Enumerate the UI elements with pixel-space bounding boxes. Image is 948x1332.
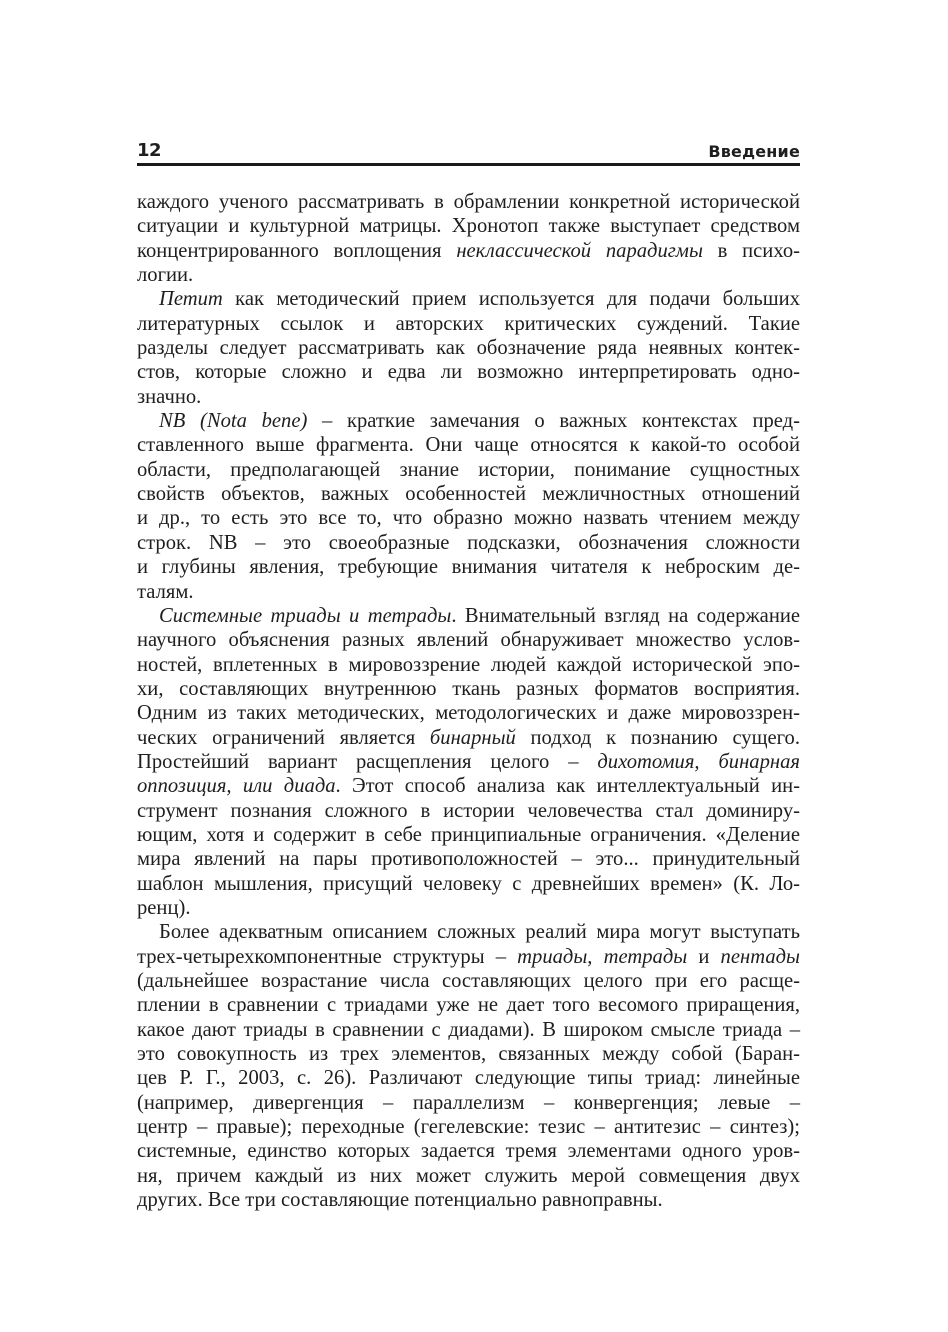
- text-segment: струмент познания сложного в истории человечества стал доминиру-: [137, 799, 800, 822]
- text-segment: ,: [587, 945, 604, 968]
- text-segment: . Этот способ анализа как интеллектуальный ин-: [335, 775, 800, 798]
- text-line: [137, 677, 800, 701]
- text-line: [137, 1115, 800, 1139]
- text-segment: ренц).: [137, 896, 191, 919]
- text-segment: и: [687, 945, 721, 968]
- text-segment: ностей, вплетенных в мировоззрение людей каждой исторической эпо-: [137, 653, 800, 676]
- italic-term: Петит: [159, 288, 223, 311]
- text-line: [137, 214, 800, 238]
- text-line: [137, 1042, 800, 1066]
- text-line: [137, 1139, 800, 1163]
- text-line: [137, 360, 800, 384]
- text-segment: области, предполагающей знание истории, понимание сущностных: [137, 458, 800, 481]
- text-segment: Одним из таких методических, методологических и даже мировоззрен-: [137, 702, 800, 725]
- text-segment: талям.: [137, 580, 194, 603]
- text-segment: литературных ссылок и авторских критических суждений. Такие: [137, 312, 800, 335]
- text-line: [137, 945, 800, 969]
- text-segment: хи, составляющих внутреннюю ткань разных форматов восприятия.: [137, 677, 800, 700]
- text-line: [137, 628, 800, 652]
- text-line: [137, 896, 800, 920]
- text-segment: других. Все три составляющие потенциально равноправны.: [137, 1189, 663, 1212]
- text-line: [137, 287, 800, 311]
- text-segment: разделы следует рассматривать как обозначение ряда неявных контек-: [137, 337, 800, 360]
- text-line: [137, 1091, 800, 1115]
- text-line: [137, 409, 800, 433]
- text-line: [137, 531, 800, 555]
- italic-term: дихотомия, бинарная: [597, 750, 800, 773]
- body-text: [137, 190, 800, 1212]
- italic-term: пентады: [720, 945, 800, 968]
- italic-term: NB (Nota bene): [159, 410, 308, 433]
- text-line: [137, 872, 800, 896]
- text-segment: строк. NB – это своеобразные подсказки, обозначения сложности: [137, 531, 800, 554]
- text-line: [137, 993, 800, 1017]
- text-line: [137, 580, 800, 604]
- text-line: [137, 482, 800, 506]
- text-segment: Более адекватным описанием сложных реалий мира могут выступать: [159, 921, 800, 944]
- italic-term: триады: [517, 945, 588, 968]
- italic-term: неклассической парадигмы: [456, 239, 703, 262]
- text-line: [137, 263, 800, 287]
- text-line: [137, 847, 800, 871]
- running-title: Введение: [708, 142, 800, 161]
- text-line: [137, 433, 800, 457]
- text-line: [137, 799, 800, 823]
- text-segment: (например, дивергенция – параллелизм – конвергенция; левые –: [137, 1091, 800, 1114]
- text-segment: концентрированного воплощения: [137, 239, 457, 262]
- text-segment: ня, причем каждый из них может служить мерой совмещения двух: [137, 1164, 800, 1187]
- text-line: [137, 726, 800, 750]
- text-segment: и глубины явления, требующие внимания читателя к неброским де-: [137, 556, 800, 579]
- text-segment: трех-четырехкомпонентные структуры –: [137, 945, 518, 968]
- page-header: [137, 140, 800, 166]
- text-line: [137, 920, 800, 944]
- text-line: [137, 506, 800, 530]
- text-segment: каждого ученого рассматривать в обрамлении конкретной исторической: [137, 191, 800, 213]
- text-line: [137, 312, 800, 336]
- text-segment: . Внимательный взгляд на содержание: [451, 604, 801, 627]
- italic-term: оппозиция, или диада: [137, 775, 336, 798]
- text-line: [137, 239, 800, 263]
- text-segment: ющим, хотя и содержит в себе принципиальные ограничения. «Деление: [137, 823, 800, 846]
- text-segment: (дальнейшее возрастание числа составляющих целого при его расще-: [137, 970, 800, 992]
- text-segment: значно.: [137, 385, 202, 408]
- text-segment: как методический прием используется для подачи больших: [222, 288, 800, 311]
- text-segment: системные, единство которых задается тремя элементами одного уров-: [137, 1140, 800, 1163]
- text-segment: ситуации и культурной матрицы. Хронотоп также выступает средством: [137, 215, 800, 238]
- text-line: [137, 653, 800, 677]
- page-number: 12: [137, 140, 162, 161]
- text-line: [137, 458, 800, 482]
- italic-term: Системные триады и тетрады: [159, 604, 452, 627]
- text-line: [137, 1018, 800, 1042]
- text-line: [137, 774, 800, 798]
- text-segment: стов, которые сложно и едва ли возможно интерпретировать одно-: [137, 361, 800, 384]
- text-segment: подход к познанию сущего.: [515, 726, 800, 749]
- text-segment: свойств объектов, важных особенностей межличностных отношений: [137, 483, 800, 506]
- text-line: [137, 701, 800, 725]
- text-segment: – краткие замечания о важных контекстах пред-: [307, 410, 800, 433]
- text-line: [137, 1066, 800, 1090]
- text-segment: шаблон мышления, присущий человеку с древнейших времен» (К. Ло-: [137, 872, 800, 895]
- text-segment: это совокупность из трех элементов, связанных между собой (Баран-: [137, 1043, 800, 1066]
- text-segment: и др., то есть это все то, что образно можно назвать чтением между: [137, 507, 800, 530]
- italic-term: тетрады: [603, 945, 688, 968]
- text-segment: Простейший вариант расщепления целого –: [137, 750, 598, 773]
- text-segment: ческих ограничений является: [137, 726, 430, 749]
- text-line: [137, 1188, 800, 1212]
- text-segment: логии.: [137, 264, 194, 287]
- text-segment: плении в сравнении с триадами уже не дает того весомого приращения,: [137, 994, 800, 1017]
- text-segment: цев Р. Г., 2003, с. 26). Различают следующие типы триад: линейные: [137, 1067, 800, 1090]
- text-line: [137, 336, 800, 360]
- text-segment: ставленного выше фрагмента. Они чаще относятся к какой-то особой: [137, 434, 800, 457]
- text-segment: в психо-: [702, 239, 800, 262]
- text-line: [137, 555, 800, 579]
- text-line: [137, 1164, 800, 1188]
- text-line: [137, 604, 800, 628]
- text-line: [137, 750, 800, 774]
- text-segment: мира явлений на пары противоположностей – это... принудительный: [137, 848, 800, 871]
- text-line: [137, 385, 800, 409]
- text-segment: какое дают триады в сравнении с диадами). В широком смысле триада –: [137, 1018, 800, 1041]
- italic-term: бинарный: [429, 726, 516, 749]
- text-line: [137, 823, 800, 847]
- text-segment: научного объяснения разных явлений обнаруживает множество услов-: [137, 629, 800, 652]
- text-segment: центр – правые); переходные (гегелевские: тезис – антитезис – синтез);: [137, 1116, 800, 1139]
- text-line: [137, 969, 800, 993]
- text-line: [137, 190, 800, 214]
